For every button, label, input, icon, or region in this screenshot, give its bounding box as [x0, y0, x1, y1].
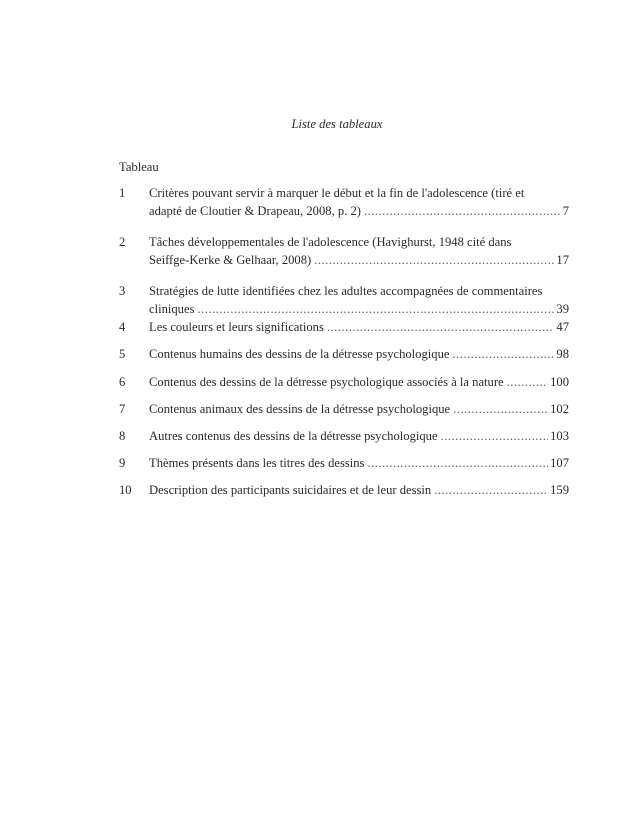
entry-title-line: Description des participants suicidaires et de leur dessin [149, 483, 432, 497]
entry-number: 2 [119, 235, 126, 249]
entry-number: 8 [119, 429, 126, 443]
entry-title-line: Contenus des dessins de la détresse psychologique associés à la nature [149, 375, 504, 389]
dot-leader [507, 373, 548, 391]
entry-page-number: 159 [550, 483, 569, 497]
dot-leader [452, 345, 554, 363]
dot-leader [367, 454, 548, 472]
entry-page-number: 103 [550, 429, 569, 443]
column-header: Tableau [119, 160, 159, 174]
entry-number: 5 [119, 347, 126, 361]
dot-leader [364, 202, 561, 220]
entry-page-number: 39 [556, 302, 569, 316]
entry-title-line: Contenus animaux des dessins de la détresse psychologique [149, 402, 451, 416]
entry-title-line: adapté de Cloutier & Drapeau, 2008, p. 2) [149, 204, 361, 218]
entry-title-line: Tâches développementales de l'adolescence (Havighurst, 1948 cité dans [149, 235, 512, 249]
dot-leader [434, 481, 548, 499]
entry-page-number: 107 [550, 456, 569, 470]
entry-title-line: Les couleurs et leurs significations [149, 320, 324, 334]
entry-page-number: 102 [550, 402, 569, 416]
entry-title-line: Critères pouvant servir à marquer le début et la fin de l'adolescence (tiré et [149, 186, 525, 200]
entry-title-line: Contenus humains des dessins de la détresse psychologique [149, 347, 450, 361]
entry-number: 7 [119, 402, 126, 416]
entry-page-number: 7 [562, 204, 569, 218]
entry-title-line: cliniques [149, 302, 195, 316]
entry-title-line: Seiffge-Kerke & Gelhaar, 2008) [149, 253, 312, 267]
entry-title-line: Stratégies de lutte identifiées chez les adultes accompagnées de commentaires [149, 284, 543, 298]
entry-page-number: 100 [550, 375, 569, 389]
entry-page-number: 98 [556, 347, 569, 361]
dot-leader [327, 318, 555, 336]
entry-number: 6 [119, 375, 126, 389]
entry-page-number: 47 [556, 320, 569, 334]
dot-leader [441, 427, 549, 445]
entry-title-line: Autres contenus des dessins de la détresse psychologique [149, 429, 438, 443]
dot-leader [314, 251, 554, 269]
dot-leader [197, 300, 554, 318]
entry-number: 1 [119, 186, 126, 200]
entry-page-number: 17 [556, 253, 569, 267]
entry-number: 4 [119, 320, 126, 334]
entry-number: 9 [119, 456, 126, 470]
entry-number: 3 [119, 284, 126, 298]
entry-title-line: Thèmes présents dans les titres des dessins [149, 456, 365, 470]
page-title: Liste des tableaux [291, 117, 383, 131]
entry-number: 10 [119, 483, 132, 497]
dot-leader [453, 400, 548, 418]
